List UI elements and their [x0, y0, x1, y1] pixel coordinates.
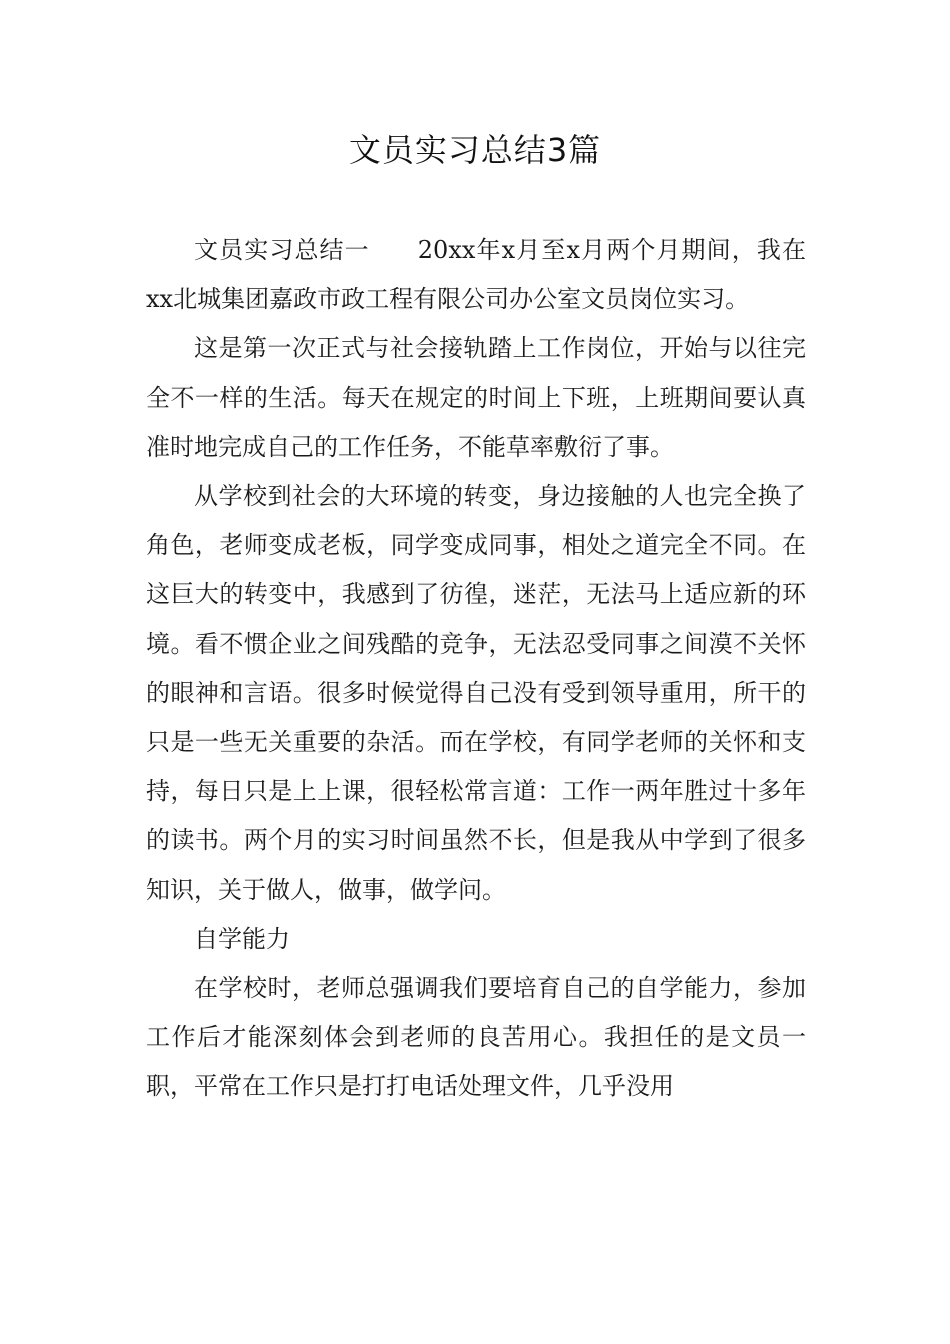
subheading-text: 自学能力	[194, 924, 290, 953]
document-title: 文员实习总结3篇	[348, 131, 602, 169]
paragraph-text: 在学校时，老师总强调我们要培育自己的自学能力，参加工作后才能深刻体会到老师的良苦用心。我担任的是文员一职，平常在工作只是打打电话处理文件，几乎没用	[146, 974, 806, 1101]
subheading	[146, 915, 806, 964]
paragraph-text: 这是第一次正式与社会接轨踏上工作岗位，开始与以往完全不一样的生活。每天在规定的时间上下班，上班期间要认真准时地完成自己的工作任务，不能草率敷衍了事。	[146, 334, 806, 461]
document-body	[146, 226, 806, 1112]
paragraph-text: 从学校到社会的大环境的转变，身边接触的人也完全换了角色，老师变成老板，同学变成同事，相处之道完全不同。在这巨大的转变中，我感到了彷徨，迷茫，无法马上适应新的环境。看不惯企业之间残酷的竞争，无法忍受同事之间漠不关怀的眼神和言语。很多时候觉得自己没有受到领导重用，所干的只是一些无关重要的杂活。而在学校，有同学老师的关怀和支持，每日只是上上课，很轻松常言道：工作一两年胜过十多年的读书。两个月的实习时间虽然不长，但是我从中学到了很多知识，关于做人，做事，做学问。	[146, 482, 806, 904]
paragraph-text: 20xx年x月至x月两个月期间，我在xx北城集团嘉政市政工程有限公司办公室文员岗位实习。	[146, 236, 807, 314]
paragraph	[146, 324, 806, 472]
paragraph	[146, 964, 806, 1112]
paragraph	[146, 472, 806, 915]
paragraph-intro	[146, 226, 806, 324]
section-heading-inline: 文员实习总结一	[194, 236, 370, 264]
